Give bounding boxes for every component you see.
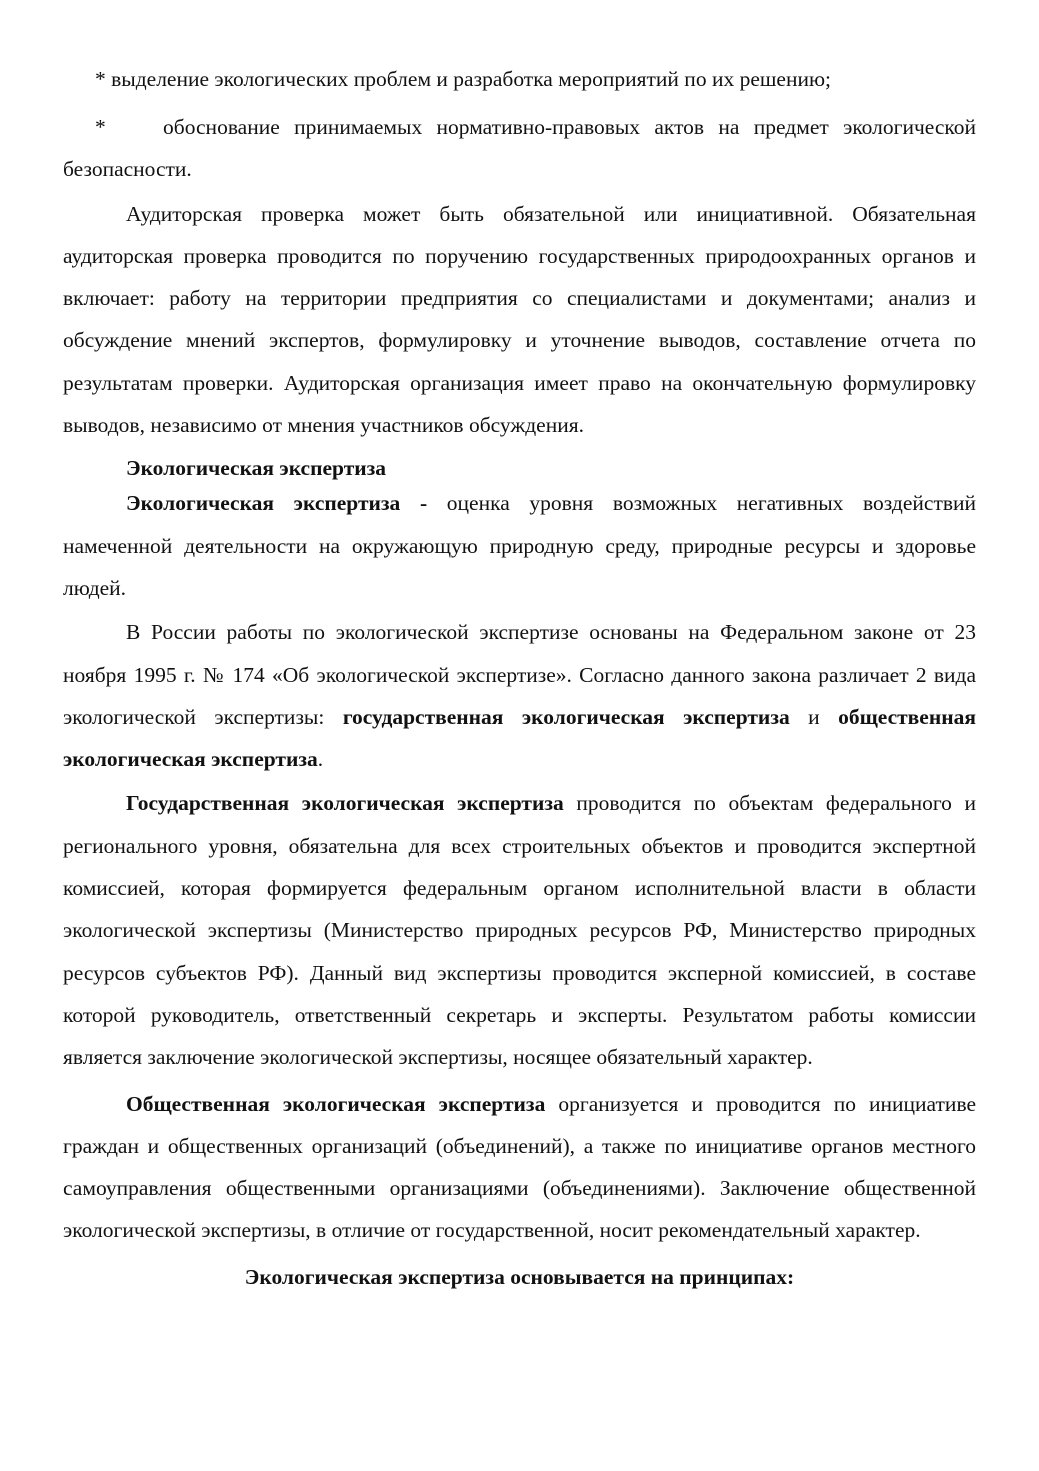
paragraph-russia-law [63,611,976,780]
paragraph-public-expertise [63,1083,976,1252]
section-heading: Экологическая экспертиза [126,456,387,481]
bullet-item: * обоснование принимаемых нормативно-правовых актов на предмет экологической безопасности. [63,115,976,182]
period-text: . [317,747,324,772]
definition-text: оценка уровня возможных негативных воздействий намеченной деятельности на окружающую природную среду, природные ресурсы и здоровье людей. [63,491,977,600]
document-page [63,64,976,1298]
paragraph-state-expertise [63,782,976,1078]
bullet-item: * выделение экологических проблем и разработка мероприятий по их решению; [95,67,832,91]
principles-heading: Экологическая экспертиза основывается на принципах: [244,1264,795,1289]
public-expertise-text: организуется и проводится по инициативе граждан и общественных организаций (объединений), а также по инициативе органов местного самоуправления общественными организациями (объединениями). Заключение общественной экологической экспертизы, в отличие от государственной, носит рекомендательный характер. [63,1091,977,1243]
paragraph-audit: Аудиторская проверка может быть обязательной или инициативной. Обязательная аудиторская проверка проводится по поручению государственных природоохранных органов и включает: работу на территории предприятия со специалистами и документами; анализ и обсуждение мнений экспертов, формулировку и уточнение выводов, составление отчета по результатам проверки. Аудиторская организация имеет право на окончательную формулировку выводов, независимо от мнения участников обсуждения. [63,201,976,438]
public-expertise-heading: Общественная экологическая экспертиза [126,1091,546,1116]
public-expertise-term: общественная экологическая экспертиза [63,704,976,772]
conjunction-text: и [789,704,839,729]
law-text: В России работы по экологической экспертизе основаны на Федеральном законе от 23 ноября 1995 г. № 174 «Об экологической экспертизе». Согласно данного закона различает 2 вида экологической экспертизы: [63,620,976,729]
state-expertise-term: государственная экологическая экспертиза [342,704,790,729]
definition-term: Экологическая экспертиза - [126,491,428,516]
paragraph-definition [63,482,976,609]
state-expertise-heading: Государственная экологическая экспертиза [126,791,564,816]
state-expertise-text: проводится по объектам федерального и регионального уровня, обязательна для всех строительных объектов и проводится экспертной комиссией, которая формируется федеральным органом исполнительной власти в области экологической экспертизы (Министерство природных ресурсов РФ, Министерство природных ресурсов субъектов РФ). Данный вид экспертизы проводится эксперной комиссией, в составе которой руководитель, ответственный секретарь и эксперты. Результатом работы комиссии является заключение экологической экспертизы, носящее обязательный характер. [63,791,976,1070]
